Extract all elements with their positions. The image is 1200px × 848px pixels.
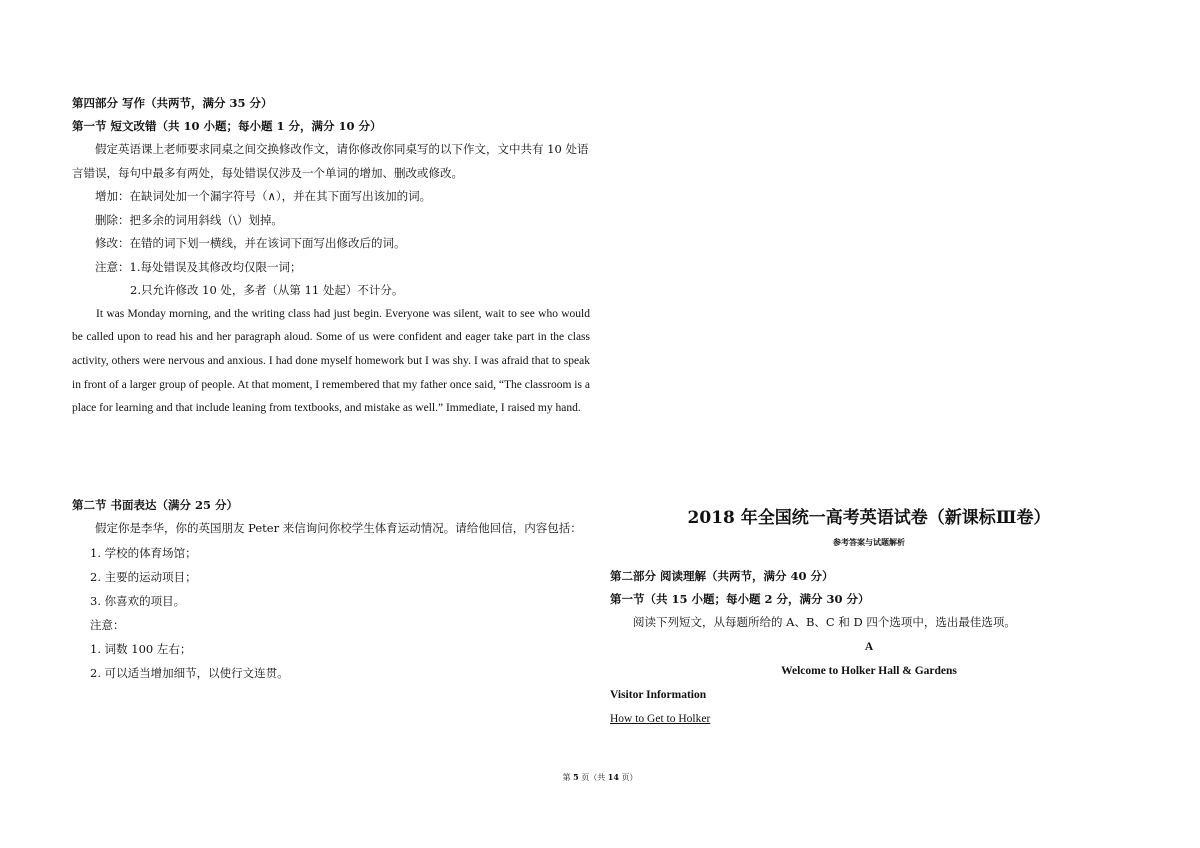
how-to-get-link[interactable]: How to Get to Holker [610,712,711,725]
note-label: 注意： [90,617,125,632]
footer-middle: 页（共 [578,773,608,782]
list-item: 1. 词数 100 左右； [90,641,192,656]
part-two-heading: 第二部分 阅读理解（共两节，满分 40 分） [610,569,834,583]
footer-suffix: 页） [618,773,638,782]
passage-letter: A [864,640,874,653]
rule-delete: 删除：把多余的词用斜线（\）划掉。 [95,212,283,227]
list-item: 1. 学校的体育场馆； [90,545,197,560]
rule-add: 增加：在缺词处加一个漏字符号（∧），并在其下面写出该加的词。 [95,189,432,203]
left-column [72,92,590,421]
list-item: 2. 主要的运动项目； [90,569,197,584]
list-item: 2. 可以适当增加细节，以使行文连贯。 [90,665,289,680]
page-number: 5 [573,772,579,782]
rule-modify: 修改：在错的词下划一横线，并在该词下面写出修改后的词。 [95,236,406,250]
page-footer [0,772,1200,783]
list-item: 3. 你喜欢的项目。 [90,593,186,608]
section-one-heading: 第一节 短文改错（共 10 小题；每小题 1 分，满分 10 分） [72,119,382,133]
reading-instruction: 阅读下列短文，从每题所给的 A、B、C 和 D 四个选项中，选出最佳选项。 [633,615,1016,629]
footer-prefix: 第 [562,773,574,782]
section-two-heading: 第二节 书面表达（满分 25 分） [72,498,239,512]
part-four-heading: 第四部分 写作（共两节，满分 35 分） [72,96,273,110]
page-total: 14 [607,772,619,782]
exam-title: 2018 年全国统一高考英语试卷（新课标Ⅲ卷） [687,508,1051,528]
reading-section-heading: 第一节（共 15 小题；每小题 2 分，满分 30 分） [610,592,870,606]
note-two: 2.只允许修改 10 处，多者（从第 11 处起）不计分。 [130,283,404,297]
writing-intro: 假定你是李华，你的英国朋友 Peter 来信询问你校学生体育运动情况。请给他回信，内容包括： [95,521,582,535]
error-correction-passage: It was Monday morning, and the writing class had just begin. Everyone was silent, wait to see who would be called upon to read his and her paragraph aloud. Some of us were confident and eager take part in the class activity, others were nervous and anxious. I had done myself homework but I was shy. I was afraid that to speak in front of a larger group of people. At that moment, I remembered that my father once said, “The classroom is a place for learning and that include leaning from textbooks, and mistake as well.” Immediate, I raised my hand. [72,307,590,415]
exam-subtitle: 参考答案与试题解析 [833,537,905,547]
note-one: 注意：1.每处错误及其修改均仅限一词； [95,259,302,274]
passage-title: Welcome to Holker Hall & Gardens [781,664,957,677]
writing-section [72,494,590,685]
right-column [610,505,1128,731]
error-correction-intro: 假定英语课上老师要求同桌之间交换修改作文，请你修改你同桌写的以下作文，文中共有 10 处语言错误，每句中最多有两处，每处错误仅涉及一个单词的增加、删改或修改。 [72,142,589,180]
visitor-info-heading: Visitor Information [610,688,707,701]
